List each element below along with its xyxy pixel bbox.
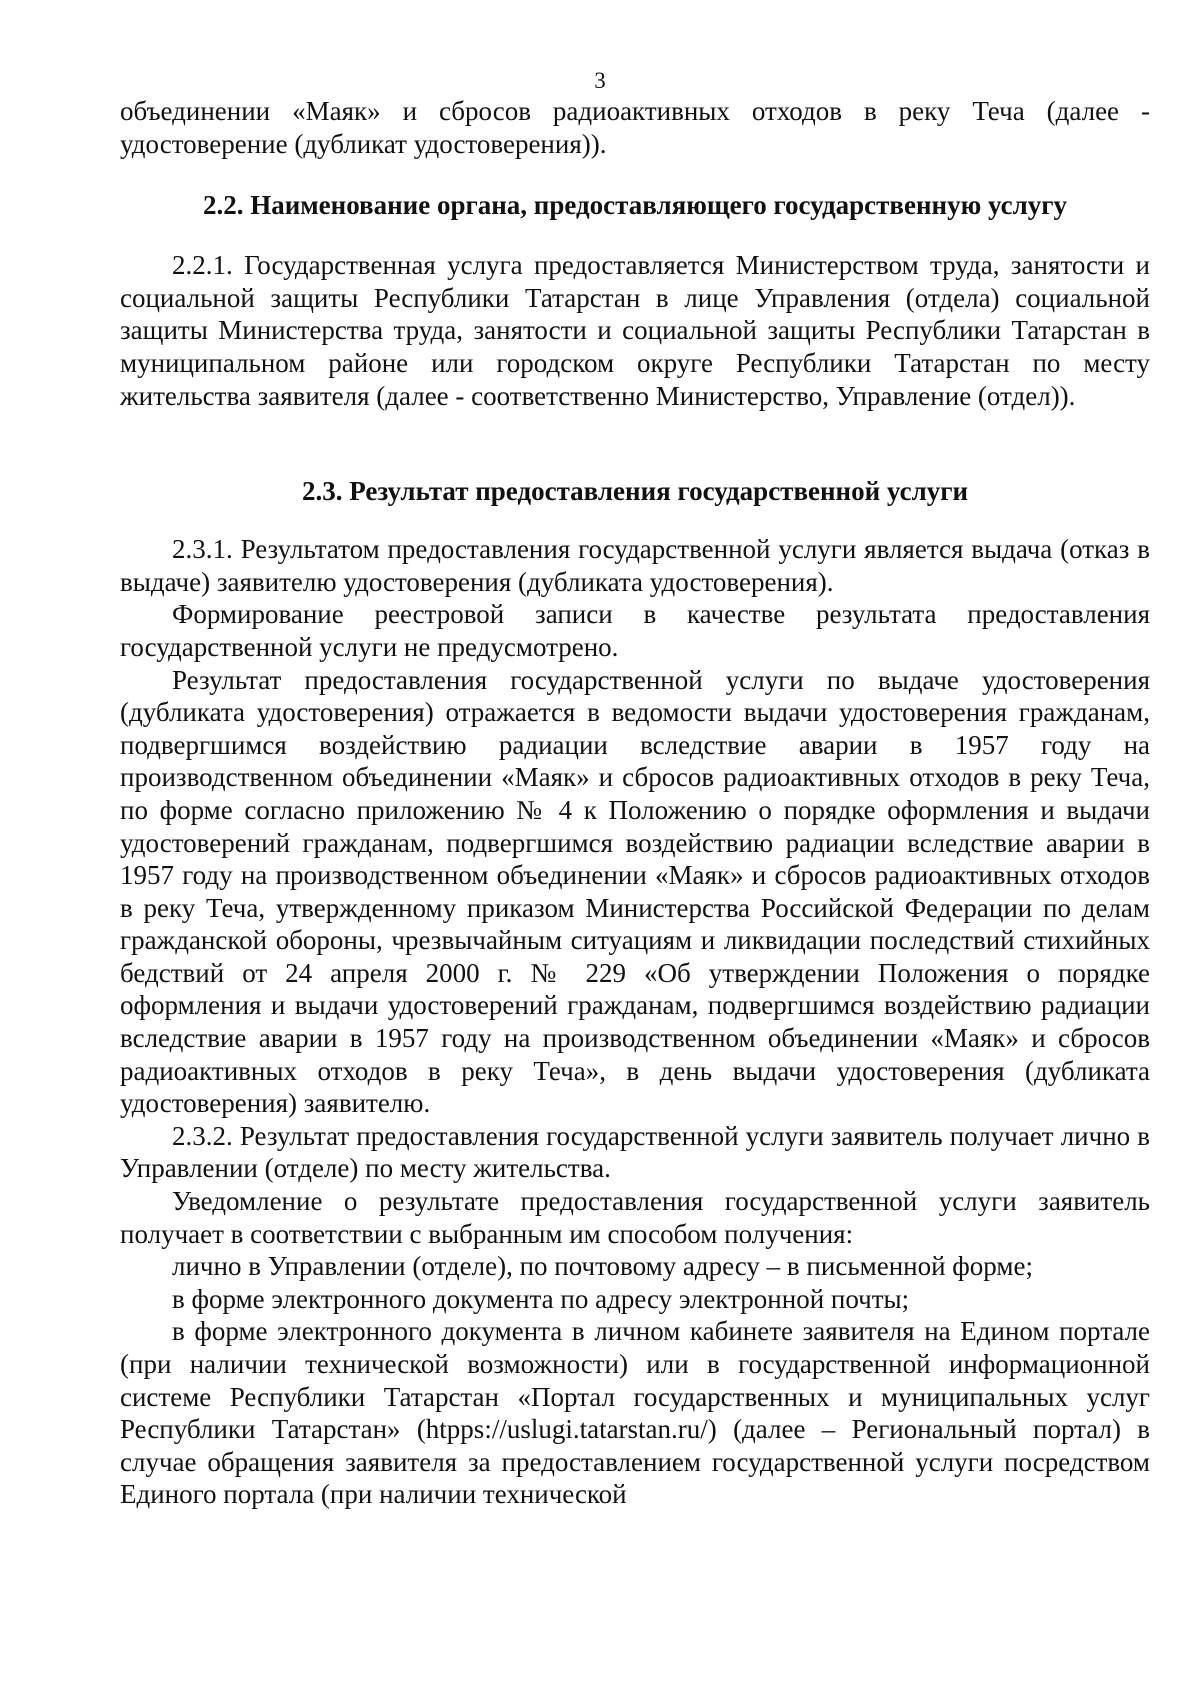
page-number: 3 <box>594 68 606 93</box>
paragraph-2-3-2: 2.3.2. Результат предоставления государственной услуги заявитель получает лично в Управлении (отделе) по месту жительства. <box>120 1120 1150 1184</box>
paragraph-intro: объединении «Маяк» и сбросов радиоактивных отходов в реку Теча (далее - удостоверение (дубликат удостоверения)). <box>120 96 1150 159</box>
paragraph-result: Результат предоставления государственной услуги по выдаче удостоверения (дубликата удостоверения) отражается в ведомости выдачи удостоверения гражданам, подвергшимся воздействию радиации вследствие аварии в 1957 году на производственном объединении «Маяк» и сбросов радиоактивных отходов в реку Теча, по форме согласно приложению № 4 к Положению о порядке оформления и выдачи удостоверений гражданам, подвергшимся воздействию радиации вследствие аварии в 1957 году на производственном объединении «Маяк» и сбросов радиоактивных отходов в реку Теча, утвержденному приказом Министерства Российской Федерации по делам гражданской обороны, чрезвычайным ситуациям и ликвидации последствий стихийных бедствий от 24 апреля 2000 г. № 229 «Об утверждении Положения о порядке оформления и выдачи удостоверений гражданам, подвергшимся воздействию радиации вследствие аварии в 1957 году на производственном объединении «Маяк» и сбросов радиоактивных отходов в реку Теча», в день выдачи удостоверения (дубликата удостоверения) заявителю. <box>120 664 1150 1119</box>
spacer <box>120 160 1150 188</box>
paragraph-option-email: в форме электронного документа по адресу электронной почты; <box>172 1283 910 1314</box>
document-body <box>120 95 1150 1511</box>
paragraph-2-2-1: 2.2.1. Государственная услуга предоставляется Министерством труда, занятости и социальной защиты Республики Татарстан в лице Управления (отдела) социальной защиты Министерства труда, занятости и социальной защиты Республики Татарстан в муниципальном районе или городском округе Республики Татарстан по месту жительства заявителя (далее - соответственно Министерство, Управление (отдел)). <box>120 250 1150 411</box>
paragraph-option-portal: в форме электронного документа в личном кабинете заявителя на Едином портале (при наличии технической возможности) или в государственной информационной системе Республики Татарстан «Портал государственных и муниципальных услуг Республики Татарстан» (htpps://uslugi.tatarstan.ru/) (далее – Региональный портал) в случае обращения заявителя за предоставлением государственной услуги посредством Единого портала (при наличии технической <box>120 1316 1150 1510</box>
section-heading-2-2: 2.2. Наименование органа, предоставляющего государственную услугу <box>202 190 1068 221</box>
spacer <box>120 412 1150 474</box>
paragraph-option-in-person: лично в Управлении (отделе), по почтовому адресу – в письменной форме; <box>172 1251 1033 1282</box>
paragraph-registry: Формирование реестровой записи в качестве результата предоставления государственной услуги не предусмотрено. <box>120 599 1150 662</box>
spacer <box>120 509 1150 533</box>
paragraph-2-3-1: 2.3.1. Результатом предоставления государственной услуги является выдача (отказ в выдаче) заявителю удостоверения (дубликата удостоверения). <box>120 534 1150 597</box>
spacer <box>120 223 1150 249</box>
section-heading-2-3: 2.3. Результат предоставления государственной услуги <box>301 476 969 507</box>
paragraph-notice: Уведомление о результате предоставления государственной услуги заявитель получает в соответствии с выбранным им способом получения: <box>120 1186 1150 1249</box>
